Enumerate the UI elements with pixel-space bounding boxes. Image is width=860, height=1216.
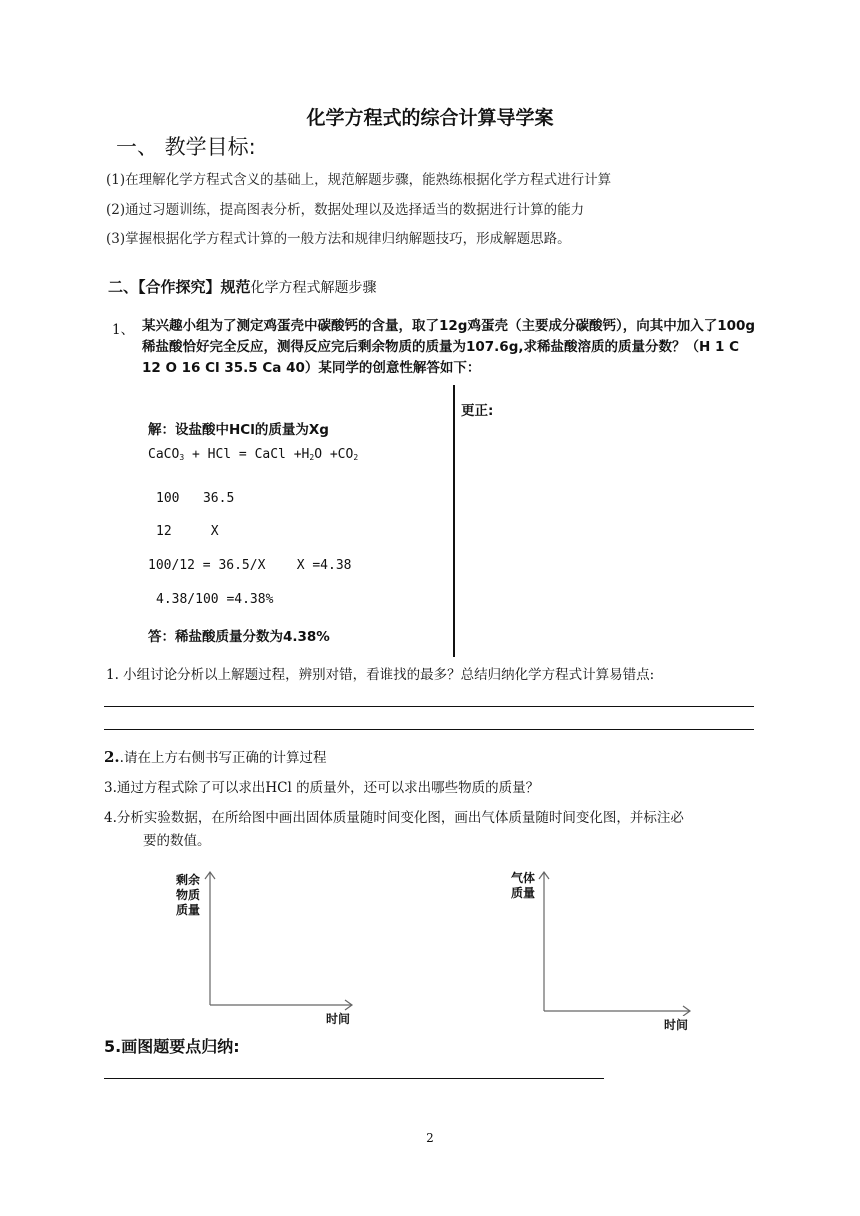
task-4-line-1: 4.分析实验数据，在所给图中画出固体质量随时间变化图，画出气体质量随时间变化图，并标注必 [104, 810, 684, 826]
task-1: 1. 小组讨论分析以上解题过程，辨别对错，看谁找的最多？总结归纳化学方程式计算易错点: [106, 667, 655, 683]
graph1-y-label-1: 剩余 [175, 873, 200, 887]
section2-heading-bold: 二、【合作探究】规范 [108, 278, 251, 296]
question1-text: 某兴趣小组为了测定鸡蛋壳中碳酸钙的含量，取了12g鸡蛋壳（主要成分碳酸钙），向其中加入了100g稀盐酸恰好完全反应，测得反应完后剩余物质的质量为107.6g,求稀盐酸溶质的质量分数？（H 1 C 12 O 16 Cl 35.5 Ca 40）某同学的创意性解答如下： [142, 318, 756, 376]
graph1-x-label: 时间 [326, 1012, 351, 1026]
eq-part: CaCO [148, 447, 180, 462]
solution-equation [148, 447, 358, 462]
task-2-number: 2. [104, 748, 120, 766]
eq-part: + HCl = CaCl +H [184, 447, 310, 462]
solution-line-5: 100/12 = 36.5/X X =4.38 [148, 558, 352, 573]
objective-3: (3)掌握根据化学方程式计算的一般方法和规律归纳解题技巧，形成解题思路。 [106, 231, 571, 247]
graph1-y-label-2: 物质 [175, 888, 200, 902]
objective-1: (1)在理解化学方程式含义的基础上，规范解题步骤，能熟练根据化学方程式进行计算 [106, 172, 612, 188]
answer-line-2[interactable] [104, 729, 754, 730]
section1-heading: 一、 教学目标: [116, 135, 256, 159]
graph1-axes[interactable] [200, 866, 360, 1012]
graph2-axes[interactable] [533, 866, 698, 1016]
section2-heading [108, 276, 377, 297]
task-4-line-2: 要的数值。 [143, 833, 211, 849]
solution-answer: 答：稀盐酸质量分数为4.38% [148, 629, 330, 645]
eq-part: O +CO [314, 447, 354, 462]
solution-line-4: 12 X [156, 524, 219, 539]
eq-sub: 3 [179, 453, 185, 462]
solution-line-1: 解：设盐酸中HCl的质量为Xg [148, 422, 329, 438]
task-3: 3.通过方程式除了可以求出HCl 的质量外，还可以求出哪些物质的质量？ [104, 780, 540, 796]
section2-heading-normal: 化学方程式解题步骤 [250, 280, 377, 296]
task-5: 5.画图题要点归纳: [104, 1037, 240, 1056]
eq-sub: 2 [353, 453, 359, 462]
divider-vertical [453, 385, 455, 657]
task-2-text: .请在上方右侧书写正确的计算过程 [119, 750, 327, 766]
graph2-y-label-1: 气体 [510, 871, 535, 885]
eq-sub: 2 [309, 453, 315, 462]
answer-line-3[interactable] [104, 1078, 604, 1079]
page-number: 2 [426, 1131, 434, 1145]
graph1-y-label-3: 质量 [175, 903, 200, 917]
graph2-y-label-2: 质量 [510, 886, 535, 900]
correction-label: 更正: [461, 403, 494, 419]
answer-line-1[interactable] [104, 706, 754, 707]
objective-2: (2)通过习题训练，提高图表分析，数据处理以及选择适当的数据进行计算的能力 [106, 202, 585, 218]
task-2 [104, 746, 326, 766]
page-title: 化学方程式的综合计算导学案 [306, 107, 554, 129]
question1-number: 1、 [112, 322, 135, 338]
graph2-x-label: 时间 [664, 1018, 689, 1032]
solution-line-6: 4.38/100 =4.38% [156, 592, 274, 607]
solution-line-3: 100 36.5 [156, 491, 235, 506]
